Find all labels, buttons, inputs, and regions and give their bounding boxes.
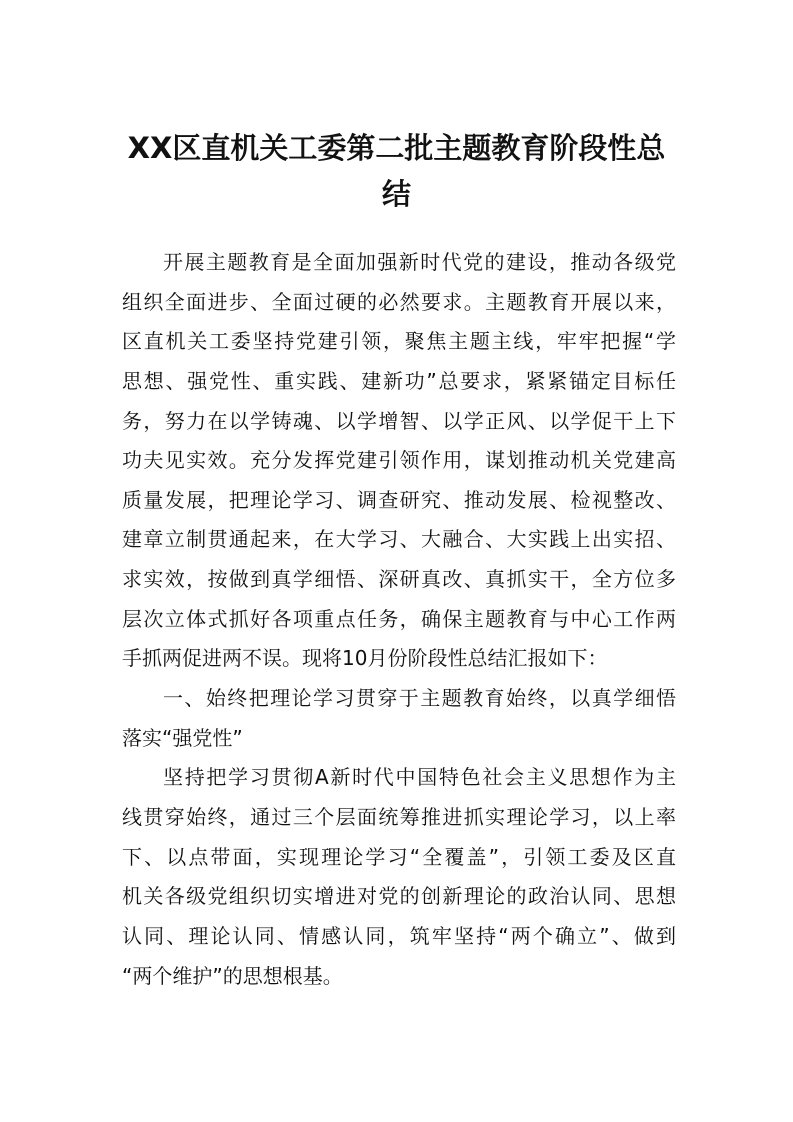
text-line: 层次立体式抓好各项重点任务，确保主题教育与中心工作两 xyxy=(122,606,676,631)
text-line: 质量发展，把理论学习、调查研究、推动发展、检视整改、 xyxy=(122,487,676,512)
text-line: 建章立制贯通起来，在大学习、大融合、大实践上出实招、 xyxy=(122,527,676,552)
document-body xyxy=(122,243,676,996)
paragraph xyxy=(122,758,676,996)
text-line: 区直机关工委坚持党建引领，聚焦主题主线，牢牢把握“学 xyxy=(122,329,676,354)
text-line: 功夫见实效。充分发挥党建引领作用，谋划推动机关党建高 xyxy=(122,448,676,473)
text-line: 手抓两促进两不误。现将10月份阶段性总结汇报如下： xyxy=(122,646,608,671)
text-line: 认同、理论认同、情感认同，筑牢坚持“两个确立”、做到 xyxy=(122,923,676,948)
title-line: XX区直机关工委第二批主题教育阶段性总 xyxy=(127,131,666,165)
section-heading xyxy=(122,679,676,758)
text-line: 机关各级党组织切实增进对党的创新理论的政治认同、思想 xyxy=(122,884,676,909)
document-title xyxy=(0,125,793,217)
text-line: 务，努力在以学铸魂、以学增智、以学正风、以学促干上下 xyxy=(122,408,676,433)
text-line: “两个维护”的思想根基。 xyxy=(122,963,343,988)
text-line: 下、以点带面，实现理论学习“全覆盖”，引领工委及区直 xyxy=(122,844,676,869)
text-line: 线贯穿始终，通过三个层面统筹推进抓实理论学习，以上率 xyxy=(122,804,676,829)
text-line: 落实“强党性” xyxy=(122,725,243,750)
title-line: 结 xyxy=(381,177,411,211)
text-line: 思想、强党性、重实践、建新功”总要求，紧紧锚定目标任 xyxy=(122,368,676,393)
text-line: 求实效，按做到真学细悟、深研真改、真抓实干，全方位多 xyxy=(122,567,676,592)
text-line: 一、始终把理论学习贯穿于主题教育始终，以真学细悟 xyxy=(163,686,676,711)
text-line: 开展主题教育是全面加强新时代党的建设，推动各级党 xyxy=(163,250,676,274)
text-line: 组织全面进步、全面过硬的必然要求。主题教育开展以来， xyxy=(122,289,676,314)
paragraph xyxy=(122,243,676,679)
text-line: 坚持把学习贯彻A新时代中国特色社会主义思想作为主 xyxy=(163,765,676,790)
